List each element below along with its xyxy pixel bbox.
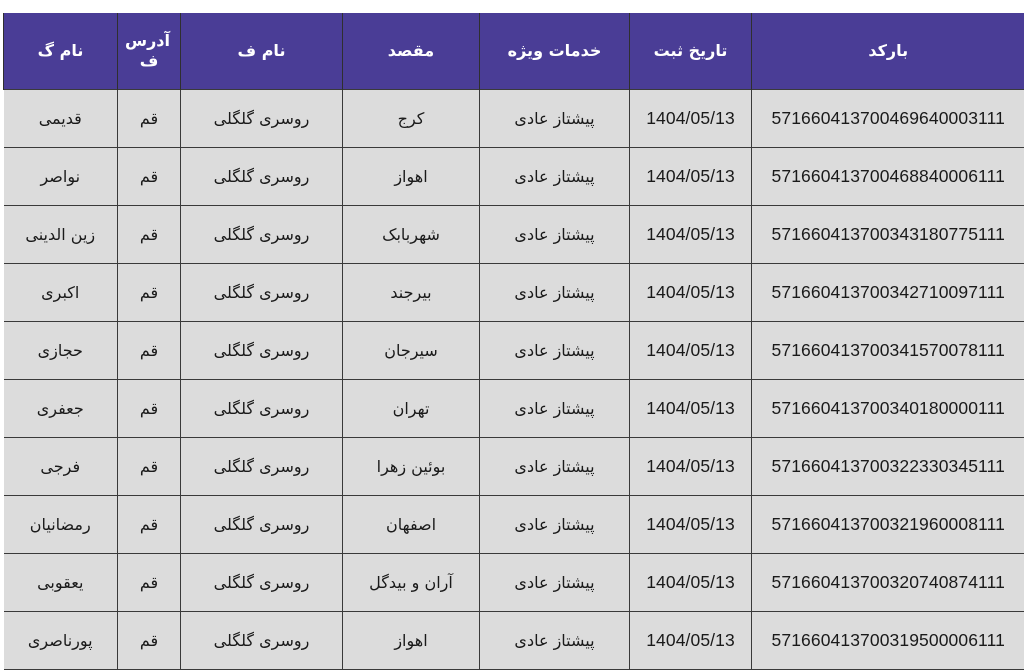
header-barcode: بارکد [752,13,1024,90]
table-row [4,438,1024,496]
cell-reg-date: 1404/05/13 [630,380,752,438]
cell-destination: بیرجند [343,264,480,322]
cell-destination: سیرجان [343,322,480,380]
header-recipient-name: نام گ [4,13,118,90]
header-special-services: خدمات ویژه [480,13,630,90]
cell-sender-address: قم [118,206,181,264]
cell-barcode: 571660413700319500006111 [752,612,1024,670]
cell-sender-address: قم [118,148,181,206]
cell-recipient-name: زین الدینی [4,206,118,264]
table-row [4,612,1024,670]
table-row [4,148,1024,206]
cell-sender-name: روسری گلگلی [181,148,343,206]
cell-sender-address: قم [118,90,181,148]
cell-service: پیشتاز عادی [480,496,630,554]
cell-recipient-name: حجازی [4,322,118,380]
cell-destination: آران و بیدگل [343,554,480,612]
cell-service: پیشتاز عادی [480,148,630,206]
cell-reg-date: 1404/05/13 [630,612,752,670]
cell-reg-date: 1404/05/13 [630,438,752,496]
shipments-table [3,13,1024,670]
cell-service: پیشتاز عادی [480,206,630,264]
cell-destination: اصفهان [343,496,480,554]
cell-recipient-name: جعفری [4,380,118,438]
header-destination: مقصد [343,13,480,90]
cell-barcode: 571660413700469640003111 [752,90,1024,148]
cell-sender-address: قم [118,380,181,438]
cell-destination: شهربابک [343,206,480,264]
cell-recipient-name: قدیمی [4,90,118,148]
table-row [4,264,1024,322]
table-row [4,206,1024,264]
cell-sender-name: روسری گلگلی [181,380,343,438]
cell-sender-address: قم [118,264,181,322]
cell-barcode: 571660413700321960008111 [752,496,1024,554]
cell-recipient-name: یعقوبی [4,554,118,612]
cell-sender-address: قم [118,496,181,554]
cell-barcode: 571660413700468840006111 [752,148,1024,206]
cell-service: پیشتاز عادی [480,264,630,322]
cell-sender-name: روسری گلگلی [181,496,343,554]
cell-service: پیشتاز عادی [480,90,630,148]
cell-sender-address: قم [118,322,181,380]
cell-reg-date: 1404/05/13 [630,496,752,554]
cell-reg-date: 1404/05/13 [630,264,752,322]
cell-reg-date: 1404/05/13 [630,148,752,206]
cell-destination: اهواز [343,612,480,670]
cell-destination: کرج [343,90,480,148]
cell-service: پیشتاز عادی [480,612,630,670]
cell-sender-name: روسری گلگلی [181,612,343,670]
cell-service: پیشتاز عادی [480,438,630,496]
cell-sender-name: روسری گلگلی [181,264,343,322]
cell-destination: تهران [343,380,480,438]
cell-sender-address: قم [118,438,181,496]
table-row [4,554,1024,612]
cell-sender-name: روسری گلگلی [181,90,343,148]
header-sender-name: نام ف [181,13,343,90]
cell-service: پیشتاز عادی [480,554,630,612]
cell-barcode: 571660413700341570078111 [752,322,1024,380]
table-row [4,90,1024,148]
cell-service: پیشتاز عادی [480,322,630,380]
cell-sender-name: روسری گلگلی [181,554,343,612]
cell-sender-name: روسری گلگلی [181,322,343,380]
cell-recipient-name: پورناصری [4,612,118,670]
cell-destination: اهواز [343,148,480,206]
cell-reg-date: 1404/05/13 [630,554,752,612]
cell-reg-date: 1404/05/13 [630,206,752,264]
cell-recipient-name: نواصر [4,148,118,206]
cell-sender-name: روسری گلگلی [181,206,343,264]
cell-sender-name: روسری گلگلی [181,438,343,496]
cell-barcode: 571660413700320740874111 [752,554,1024,612]
cell-recipient-name: فرجی [4,438,118,496]
cell-barcode: 571660413700342710097111 [752,264,1024,322]
cell-recipient-name: رمضانیان [4,496,118,554]
table-row [4,380,1024,438]
cell-destination: بوئین زهرا [343,438,480,496]
cell-recipient-name: اکبری [4,264,118,322]
cell-sender-address: قم [118,612,181,670]
cell-reg-date: 1404/05/13 [630,90,752,148]
cell-service: پیشتاز عادی [480,380,630,438]
header-reg-date: تاریخ ثبت [630,13,752,90]
table-row [4,322,1024,380]
header-sender-address: آدرس ف [118,13,181,90]
cell-sender-address: قم [118,554,181,612]
cell-barcode: 571660413700322330345111 [752,438,1024,496]
table-row [4,496,1024,554]
cell-barcode: 571660413700340180000111 [752,380,1024,438]
table-header-row [4,13,1024,90]
cell-barcode: 571660413700343180775111 [752,206,1024,264]
cell-reg-date: 1404/05/13 [630,322,752,380]
